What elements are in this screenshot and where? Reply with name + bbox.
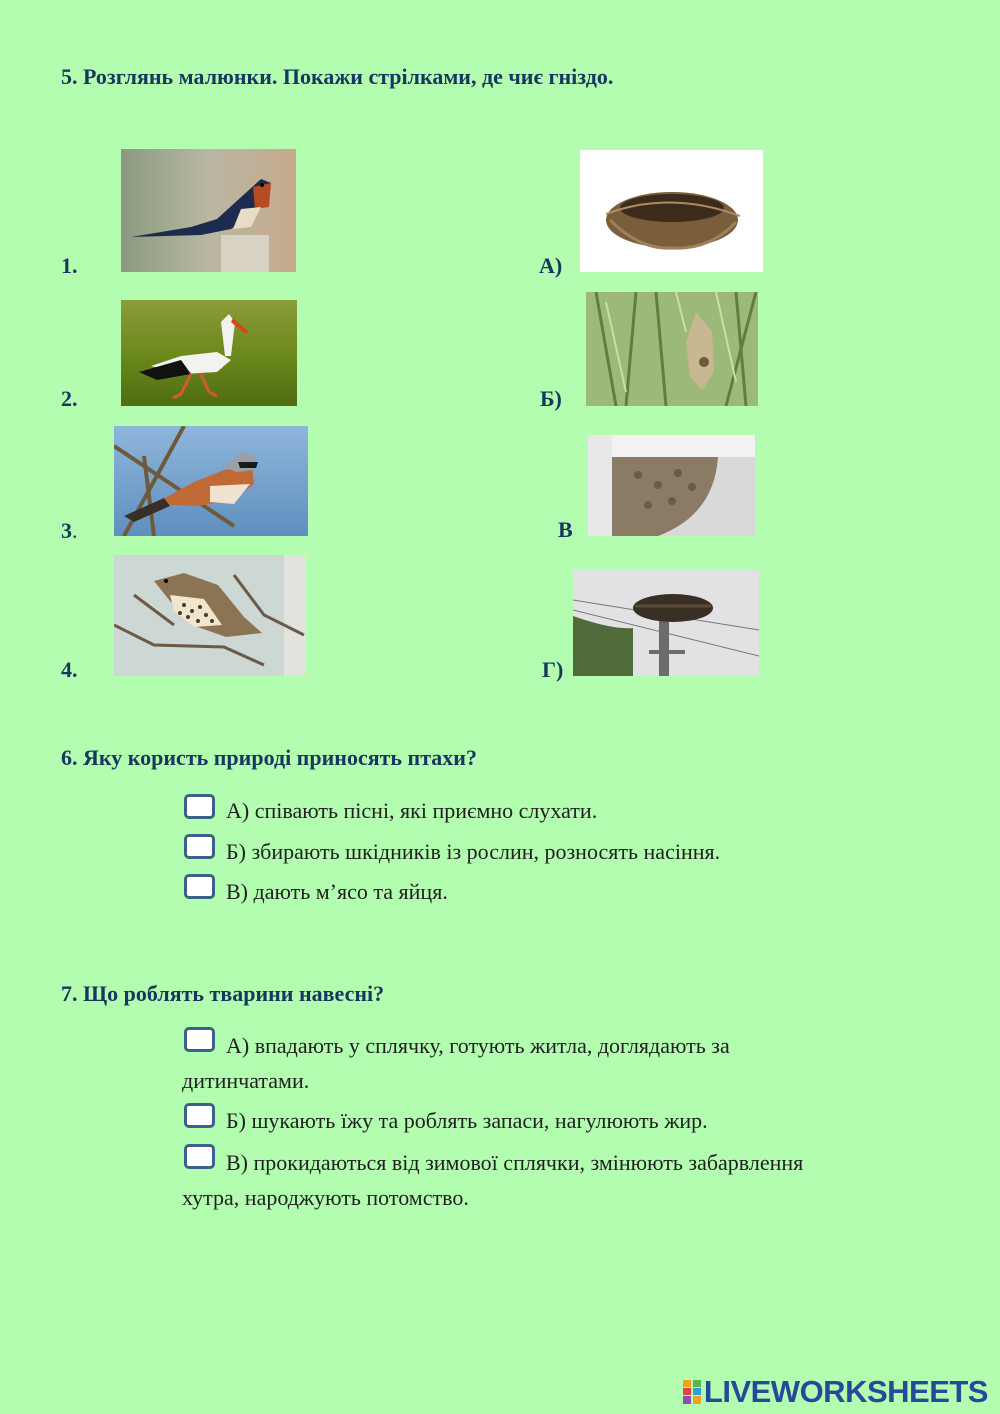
q6-option-v-checkbox[interactable]	[184, 874, 215, 899]
q6-option-a-checkbox[interactable]	[184, 794, 215, 819]
nest-b-label: Б)	[540, 386, 562, 411]
nest-v-label: В	[558, 517, 573, 542]
q7-option-a-text-line1: А) впадають у сплячку, готують житла, доглядають за	[226, 1033, 730, 1058]
hanging-nest-image[interactable]	[586, 292, 758, 406]
stork-nest-image[interactable]	[573, 570, 759, 676]
q7-option-v-checkbox[interactable]	[184, 1144, 215, 1169]
cup-nest-image[interactable]	[580, 150, 763, 272]
nest-a-label: А)	[539, 253, 563, 278]
q7-option-b-checkbox[interactable]	[184, 1103, 215, 1128]
question-7-title: 7. Що роблять тварини навесні?	[61, 981, 385, 1006]
q7-option-a-checkbox[interactable]	[184, 1027, 215, 1052]
bird-4-number: 4.	[61, 657, 78, 682]
liveworksheets-mark-icon	[683, 1376, 701, 1400]
stork-image[interactable]	[121, 300, 297, 406]
shrike-image[interactable]	[114, 426, 308, 536]
bird-2-number: 2.	[61, 386, 78, 411]
q7-option-a-text-line2: дитинчатами.	[182, 1068, 310, 1093]
liveworksheets-brand-text: LIVEWORKSHEETS	[703, 1374, 988, 1409]
swallow-image[interactable]	[121, 149, 296, 272]
thrush-image[interactable]	[114, 555, 306, 676]
q6-option-b-checkbox[interactable]	[184, 834, 215, 859]
question-5-title: 5. Розглянь малюнки. Покажи стрілками, де чиє гніздо.	[61, 64, 614, 89]
q6-option-v-text: В) дають м’ясо та яйця.	[226, 879, 448, 904]
liveworksheets-logo	[683, 1374, 988, 1410]
mud-nest-image[interactable]	[588, 435, 755, 536]
q7-option-b-text: Б) шукають їжу та роблять запаси, нагулюють жир.	[226, 1108, 708, 1133]
q6-option-b-text: Б) збирають шкідників із рослин, розносять насіння.	[226, 839, 721, 864]
bird-1-number: 1.	[61, 253, 78, 278]
bird-3-number: 3.	[61, 518, 78, 543]
q7-option-v-text-line2: хутра, народжують потомство.	[182, 1185, 469, 1210]
question-6-title: 6. Яку користь природі приносять птахи?	[61, 745, 477, 770]
q6-option-a-text: А) співають пісні, які приємно слухати.	[226, 798, 598, 823]
q7-option-v-text-line1: В) прокидаються від зимової сплячки, змінюють забарвлення	[226, 1150, 804, 1175]
nest-g-label: Г)	[542, 657, 564, 682]
